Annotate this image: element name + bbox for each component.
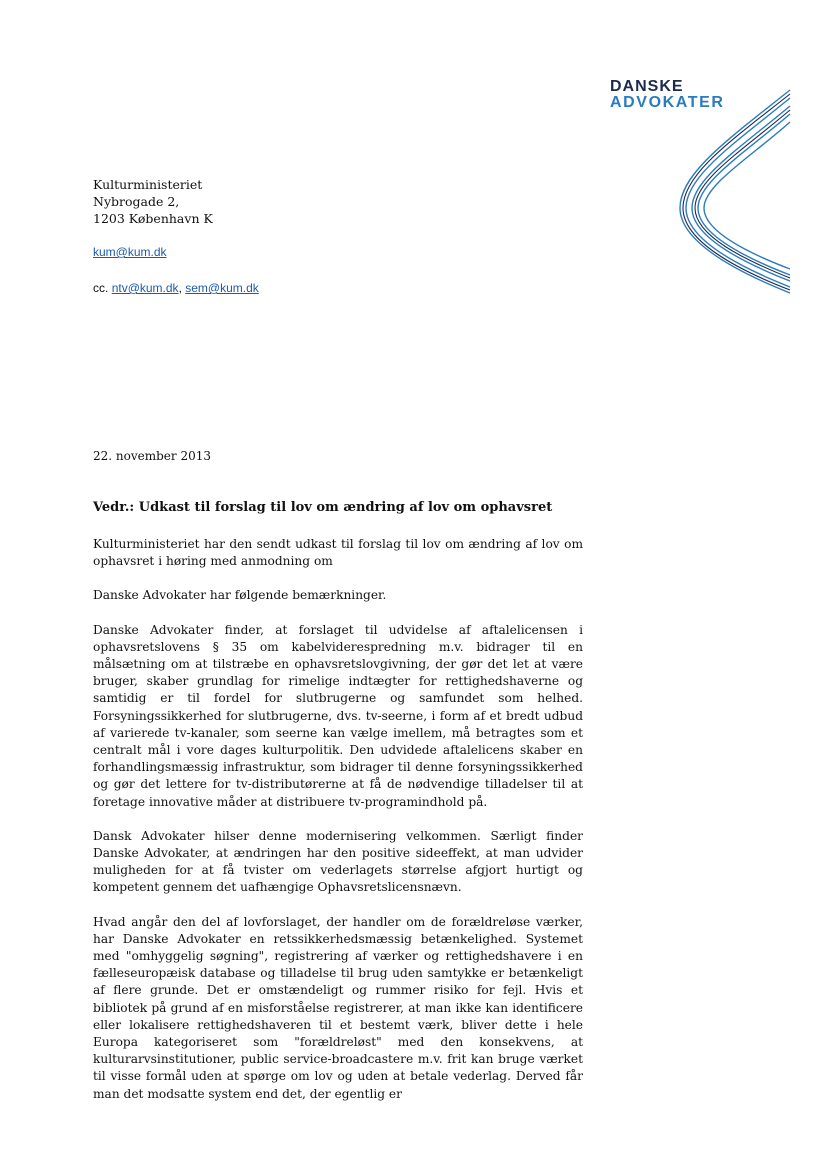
logo-text-line2: ADVOKATER bbox=[610, 94, 725, 111]
letter-subject: Vedr.: Udkast til forslag til lov om ændring af lov om ophavsret bbox=[93, 500, 553, 515]
letter-date: 22. november 2013 bbox=[93, 449, 211, 463]
logo-text-line1: DANSKE bbox=[610, 78, 684, 95]
cc-email-link-1[interactable]: ntv@kum.dk bbox=[111, 281, 179, 295]
body-paragraph: Kulturministeriet har den sendt udkast til forslag til lov om ændring af lov om ophavsret i høring med anmodning om bbox=[93, 537, 583, 569]
cc-separator: , bbox=[178, 281, 182, 295]
body-paragraph: Hvad angår den del af lovforslaget, der handler om de forældreløse værker, har Danske Advokater en retssikkerhedsmæssig betænkelighed. Systemet med "omhyggelig søgning", registrering af værker og rettighedshavere i en fælleseuropæisk database og tilladelse til brug uden samtykke er betænkeligt af flere grunde. Det er omstændeligt og rummer risiko for fejl. Hvis et bibliotek på grund af en misforståelse registrerer, at man ikke kan identificere eller lokalisere rettighedshaveren til et bestemt værk, bliver dette i hele Europa kategoriseret som "forældreløst" med den konsekvens, at kulturarvsinstitutioner, public service-broadcastere m.v. frit kan bruge værket til visse formål uden at spørge om lov og uden at betale vederlag. Derved får man det modsatte system end det, der egentlig er bbox=[93, 914, 583, 1101]
recipient-name: Kulturministeriet bbox=[93, 177, 203, 192]
cc-line bbox=[93, 281, 259, 295]
recipient-street: Nybrogade 2, bbox=[93, 194, 180, 209]
danske-advokater-logo bbox=[600, 78, 800, 308]
body-paragraph: Danske Advokater har følgende bemærkninger. bbox=[93, 588, 387, 603]
cc-prefix: cc. bbox=[93, 281, 109, 295]
recipient-email-link[interactable]: kum@kum.dk bbox=[93, 245, 167, 259]
logo-swoosh-icon bbox=[600, 78, 800, 308]
letter-body bbox=[93, 536, 583, 1120]
cc-email-link-2[interactable]: sem@kum.dk bbox=[185, 281, 259, 295]
recipient-address bbox=[93, 176, 213, 227]
recipient-city: 1203 København K bbox=[93, 211, 213, 226]
body-paragraph: Dansk Advokater hilser denne modernisering velkommen. Særligt finder Danske Advokater, at ændringen har den positive sideeffekt, at man udvider muligheden for at få tvister om vederlagets størrelse afgjort hurtigt og kompetent gennem det uafhængige Ophavsretslicensnævn. bbox=[93, 828, 583, 895]
body-paragraph: Danske Advokater finder, at forslaget til udvidelse af aftalelicensen i ophavsretslovens § 35 om kabelviderespredning m.v. bidrager til en målsætning om at tilstræbe en ophavsretslovgivning, der gør det let at være bruger, skaber grundlag for rimelige indtægter for rettighedshaverne og samtidig er til fordel for slutbrugerne og samfundet som helhed. Forsyningssikkerhed for slutbrugerne, dvs. tv-seerne, i form af et bredt udbud af varierede tv-kanaler, som seerne kan vælge imellem, må betragtes som et centralt mål i vore dages kulturpolitik. Den udvidede aftalelicens skaber en forhandlingsmæssig infrastruktur, som bidrager til denne forsyningssikkerhed og gør det lettere for tv-distributørerne at få de nødvendige tilladelser til at foretage innovative måder at distribuere tv-programindhold på. bbox=[93, 622, 583, 809]
